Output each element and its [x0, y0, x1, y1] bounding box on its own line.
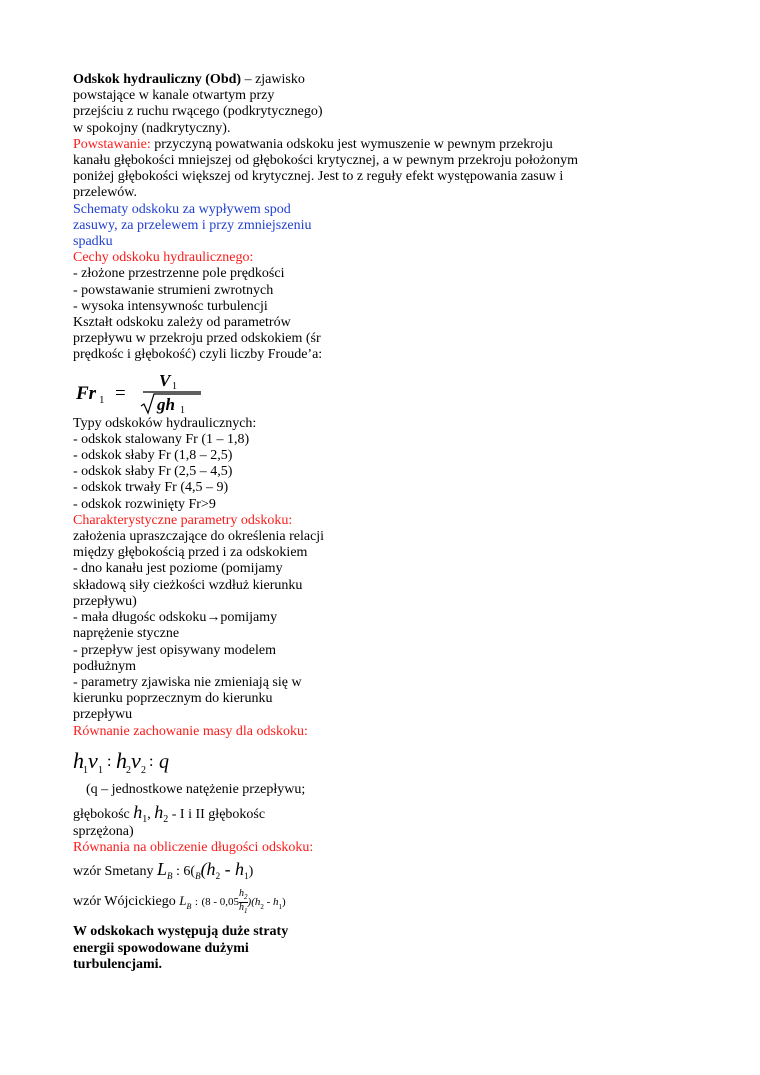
parametry-dlugosc-line: [73, 610, 673, 626]
powstawanie-text-1: przyczyną powatwania odskoku jest wymuszenie w pewnym przekroju: [150, 136, 553, 152]
parametry-line-7: - przepływ jest opisywany modelem: [73, 642, 276, 658]
parametry-line-1: założenia upraszczające do określenia relacji: [73, 529, 325, 545]
wojcicki-num-sub: 2: [244, 892, 248, 901]
wojcicki-den-sub: 1: [244, 906, 248, 915]
powstawanie-line-1: [73, 137, 673, 153]
smetana-close: ): [248, 864, 254, 880]
dlugosc-post: pomijamy: [220, 610, 278, 626]
mass-h1-sub: 1: [83, 764, 88, 776]
masa-note-comma: ,: [147, 806, 155, 822]
wojcicki-den-h: h: [239, 901, 245, 913]
mass-v2: v: [131, 747, 141, 773]
smetana-h2-sub: 2: [215, 871, 221, 882]
intro-line-4: w spokojny (nadkrytyczny).: [73, 120, 231, 136]
wojcicki-close: ): [282, 896, 286, 909]
mass-formula: [73, 746, 673, 776]
wojcicki-den: [239, 903, 248, 916]
parametry-line-4: składową siły cieżkości wzdłuż kierunku: [73, 577, 303, 593]
parametry-line-11: przepływu: [73, 707, 133, 723]
wojcicki-h1-sub: 1: [278, 903, 283, 912]
typy-item-3: - odskok słaby Fr (2,5 – 4,5): [73, 464, 233, 480]
shape-line-2: przepływu w przekroju przed odskokiem (śr: [73, 331, 321, 347]
parametry-line-10: kierunku poprzecznym do kierunku: [73, 691, 273, 707]
smetana-label: wzór Smetany: [73, 864, 157, 880]
powstawanie-label: Powstawanie:: [73, 136, 151, 152]
smetana-minus: - h: [220, 859, 245, 880]
mass-h2: h: [116, 747, 127, 773]
froude-num: V: [159, 371, 171, 390]
wojcicki-num: [239, 889, 248, 903]
smetana-rhs: 6(: [183, 864, 196, 880]
wojcicki-num-h: h: [239, 887, 245, 899]
smetana-L-sub: B: [167, 871, 173, 882]
shape-line-3: prędkośc i głębokość) czyli liczby Froude’a:: [73, 347, 323, 363]
mass-v2-sub: 2: [141, 764, 146, 776]
wojcicki-label: wzór Wójcickiego: [73, 894, 180, 910]
mass-colon-1: :: [107, 752, 112, 770]
froude-formula: [73, 371, 673, 416]
wojcicki-fraction: [239, 889, 248, 916]
final-line-2: energii spowodowane dużymi: [73, 940, 249, 956]
powstawanie-line-2: kanału głębokości mniejszej od głębokości krytycznej, a w pewnym przekroju położonym: [73, 153, 579, 169]
smetana-paren: (h: [200, 859, 216, 880]
intro-def-1: – zjawisko: [241, 72, 305, 87]
typy-heading: Typy odskoków hydraulicznych:: [73, 415, 257, 431]
final-paragraph: [73, 924, 673, 973]
masa-heading: Równanie zachowanie masy dla odskoku:: [73, 723, 308, 739]
mass-q: q: [159, 750, 169, 773]
wojcicki-open: (8 - 0,05: [201, 896, 240, 909]
mass-colon-2: :: [149, 752, 154, 770]
cechy-item-1: - złożone przestrzenne pole prędkości: [73, 266, 285, 282]
schematy-line-1: Schematy odskoku za wypływem spod: [73, 201, 291, 217]
smetana-eq: :: [176, 864, 180, 880]
masa-note-h2: h: [154, 801, 164, 822]
parametry-line-9: - parametry zjawiska nie zmieniają się w: [73, 674, 302, 690]
mass-h2-sub: 2: [126, 764, 131, 776]
parametry-line-3: - dno kanału jest poziome (pomijamy: [73, 561, 283, 577]
froude-formula-svg: [73, 372, 213, 416]
typy-item-1: - odskok stalowany Fr (1 – 1,8): [73, 431, 250, 447]
parametry-line-2: między głębokością przed i za odskokiem: [73, 545, 308, 561]
wojcicki-eq: :: [194, 896, 198, 909]
wojcicki-minus: - h: [263, 896, 279, 909]
powstawanie-line-4: przelewów.: [73, 185, 138, 201]
masa-note-h2-sub: 2: [163, 813, 169, 825]
intro-line-1: [73, 72, 673, 88]
froude-lhs: Fr: [76, 382, 97, 404]
masa-note-h1: h: [133, 801, 143, 822]
cechy-item-2: - powstawanie strumieni zwrotnych: [73, 282, 274, 298]
smetana-formula: [73, 856, 673, 882]
masa-note-post: - I i II głębokośc: [168, 806, 266, 822]
wojcicki-h2-sub: 2: [260, 903, 264, 912]
wojcicki-formula: [73, 886, 673, 916]
arrow-icon: →: [206, 610, 221, 626]
froude-lhs-sub: 1: [99, 393, 105, 406]
wojcicki-L-sub: B: [186, 902, 192, 912]
document-page: [73, 72, 673, 973]
parametry-line-8: podłużnym: [73, 658, 136, 674]
masa-note-line-2: [73, 801, 673, 825]
froude-den: gh: [157, 394, 175, 414]
froude-eq: =: [115, 382, 126, 404]
final-line-1: W odskokach występują duże straty: [73, 924, 289, 940]
typy-item-2: - odskok słaby Fr (1,8 – 2,5): [73, 448, 233, 464]
masa-note-h1-sub: 1: [142, 813, 148, 825]
intro-term: Odskok hydrauliczny (Obd): [73, 72, 242, 87]
typy-item-4: - odskok trwały Fr (4,5 – 9): [73, 480, 229, 496]
parametry-line-5: przepływu): [73, 593, 137, 609]
cechy-item-3: - wysoka intensywnośc turbulencji: [73, 298, 268, 314]
masa-note-pre: głębokośc: [73, 806, 134, 822]
mass-formula-svg: [73, 746, 183, 778]
powstawanie-line-3: poniżej głębokości większej od krytycznej. Jest to z reguły efekt występowania zasuw i: [73, 169, 564, 185]
schematy-line-2: zasuwy, za przelewem i przy zmniejszeniu: [73, 217, 312, 233]
mass-h1: h: [73, 747, 84, 773]
intro-line-2: powstające w kanale otwartym przy: [73, 88, 275, 104]
parametry-heading: Charakterystyczne parametry odskoku:: [73, 512, 293, 528]
schematy-line-3: spadku: [73, 234, 113, 250]
intro-line-3: przejściu z ruchu rwącego (podkrytycznego): [73, 104, 323, 120]
masa-note-line-3: sprzężona): [73, 823, 134, 839]
wojcicki-L: L: [179, 893, 187, 909]
froude-den-sub: 1: [180, 404, 185, 416]
dlugosc-pre: - mała długośc odskoku: [73, 610, 207, 626]
smetana-h1-sub: 1: [244, 871, 249, 882]
froude-num-sub: 1: [172, 380, 177, 392]
cechy-heading: Cechy odskoku hydraulicznego:: [73, 250, 254, 266]
parametry-line-6: naprężenie styczne: [73, 626, 180, 642]
masa-note-line-1: (q – jednostkowe natężenie przepływu;: [86, 781, 306, 797]
smetana-L: L: [156, 859, 167, 880]
shape-line-1: Kształt odskoku zależy od parametrów: [73, 315, 291, 331]
wojcicki-mid: )(h: [247, 896, 261, 909]
mass-v1: v: [88, 747, 98, 773]
dlugosc-heading: Równania na obliczenie długości odskoku:: [73, 840, 314, 856]
typy-item-5: - odskok rozwinięty Fr>9: [73, 496, 216, 512]
smetana-B: B: [195, 871, 201, 882]
final-line-3: turbulencjami.: [73, 956, 163, 972]
mass-v1-sub: 1: [98, 764, 103, 776]
